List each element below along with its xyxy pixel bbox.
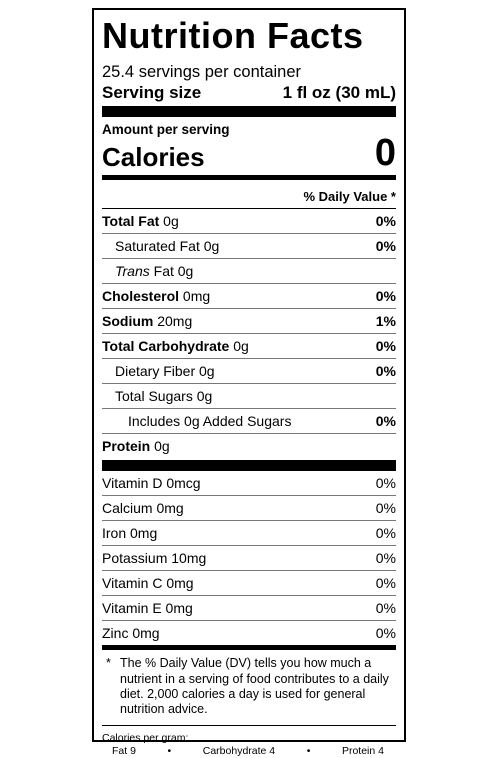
vitamin-row-vitamin-c bbox=[102, 571, 396, 596]
nutrient-amount: 0mg bbox=[179, 288, 211, 305]
nutrient-name: Protein bbox=[102, 438, 151, 455]
nutrient-name: Cholesterol bbox=[102, 288, 180, 305]
nutrient-amount: 0g bbox=[229, 338, 249, 355]
serving-size-row bbox=[102, 82, 396, 103]
vitamin-pct: 0% bbox=[375, 475, 396, 492]
thick-divider bbox=[102, 106, 396, 117]
calories-label: Calories bbox=[102, 142, 205, 173]
nutrient-row-sodium bbox=[102, 309, 396, 334]
medium-divider bbox=[102, 175, 396, 180]
vitamin-name: Vitamin E 0mg bbox=[102, 600, 193, 617]
nutrient-row-dietary-fiber bbox=[102, 359, 396, 384]
nutrient-row-protein bbox=[102, 434, 396, 458]
vitamin-row-iron bbox=[102, 521, 396, 546]
footnote-text: The % Daily Value (DV) tells you how much a nutrient in a serving of food contributes to a daily diet. 2,000 calories a day is used for general nutrition advice. bbox=[120, 656, 389, 717]
thick-divider bbox=[102, 460, 396, 471]
vitamin-name: Potassium 10mg bbox=[102, 550, 207, 567]
daily-value-footnote bbox=[102, 656, 396, 717]
bullet-icon: • bbox=[167, 744, 172, 757]
nutrient-amount: 0g bbox=[150, 438, 170, 455]
calories-per-gram-row bbox=[102, 745, 396, 758]
nutrient-name: Total Carbohydrate bbox=[102, 338, 230, 355]
cpg-carbohydrate: Carbohydrate 4 bbox=[202, 744, 276, 757]
vitamin-row-vitamin-d bbox=[102, 471, 396, 496]
vitamin-name: Vitamin D 0mcg bbox=[102, 475, 201, 492]
vitamin-pct: 0% bbox=[375, 575, 396, 592]
nutrient-amount: Fat 0g bbox=[149, 263, 194, 280]
vitamin-name: Zinc 0mg bbox=[102, 625, 160, 642]
nutrition-facts-label bbox=[92, 8, 406, 757]
nutrient-name: Total Sugars 0g bbox=[115, 388, 213, 405]
footnote-divider bbox=[102, 725, 396, 726]
calories-value: 0 bbox=[374, 132, 396, 175]
nutrient-pct: 1% bbox=[375, 313, 396, 330]
vitamin-pct: 0% bbox=[375, 500, 396, 517]
nutrient-pct: 0% bbox=[375, 238, 396, 255]
bullet-icon: • bbox=[306, 744, 311, 757]
vitamin-name: Calcium 0mg bbox=[102, 500, 184, 517]
nutrient-amount: 20mg bbox=[153, 313, 193, 330]
cpg-protein: Protein 4 bbox=[341, 744, 384, 757]
nutrient-pct: 0% bbox=[375, 413, 396, 430]
vitamin-pct: 0% bbox=[375, 625, 396, 642]
nutrient-pct: 0% bbox=[375, 288, 396, 305]
nutrient-amount: 0g bbox=[159, 213, 179, 230]
nutrient-name: Saturated Fat 0g bbox=[115, 238, 220, 255]
servings-per-container: 25.4 servings per container bbox=[102, 63, 302, 81]
cpg-fat: Fat 9 bbox=[112, 744, 136, 757]
vitamin-row-potassium bbox=[102, 546, 396, 571]
amount-per-serving: Amount per serving bbox=[102, 122, 230, 138]
footnote-asterisk: * bbox=[106, 656, 111, 671]
nutrient-row-total-carbohydrate bbox=[102, 334, 396, 359]
calories-per-gram-label: Calories per gram: bbox=[102, 731, 189, 744]
label-title: Nutrition Facts bbox=[102, 15, 364, 56]
calories-row bbox=[102, 132, 396, 175]
vitamin-pct: 0% bbox=[375, 600, 396, 617]
label-content bbox=[102, 10, 396, 758]
nutrient-row-cholesterol bbox=[102, 284, 396, 309]
vitamin-row-vitamin-e bbox=[102, 596, 396, 621]
nutrient-name: Dietary Fiber 0g bbox=[115, 363, 215, 380]
serving-size-value: 1 fl oz (30 mL) bbox=[282, 82, 396, 102]
nutrient-name: Trans bbox=[115, 263, 150, 280]
nutrient-row-saturated-fat bbox=[102, 234, 396, 259]
vitamin-row-calcium bbox=[102, 496, 396, 521]
nutrient-row-added-sugars bbox=[102, 409, 396, 434]
serving-size-label: Serving size bbox=[102, 82, 202, 102]
nutrient-row-total-sugars bbox=[102, 384, 396, 409]
nutrient-name: Sodium bbox=[102, 313, 154, 330]
nutrient-name: Includes 0g Added Sugars bbox=[128, 413, 292, 430]
nutrient-row-trans-fat bbox=[102, 259, 396, 284]
nutrient-pct: 0% bbox=[375, 338, 396, 355]
vitamin-pct: 0% bbox=[375, 525, 396, 542]
vitamin-pct: 0% bbox=[375, 550, 396, 567]
nutrient-name: Total Fat bbox=[102, 213, 160, 230]
nutrient-pct: 0% bbox=[375, 213, 396, 230]
vitamin-name: Vitamin C 0mg bbox=[102, 575, 194, 592]
nutrient-pct: 0% bbox=[375, 363, 396, 380]
daily-value-header: % Daily Value * bbox=[102, 186, 396, 209]
vitamin-name: Iron 0mg bbox=[102, 525, 158, 542]
medium-divider bbox=[102, 645, 396, 650]
vitamin-row-zinc bbox=[102, 621, 396, 645]
nutrient-row-total-fat bbox=[102, 209, 396, 234]
